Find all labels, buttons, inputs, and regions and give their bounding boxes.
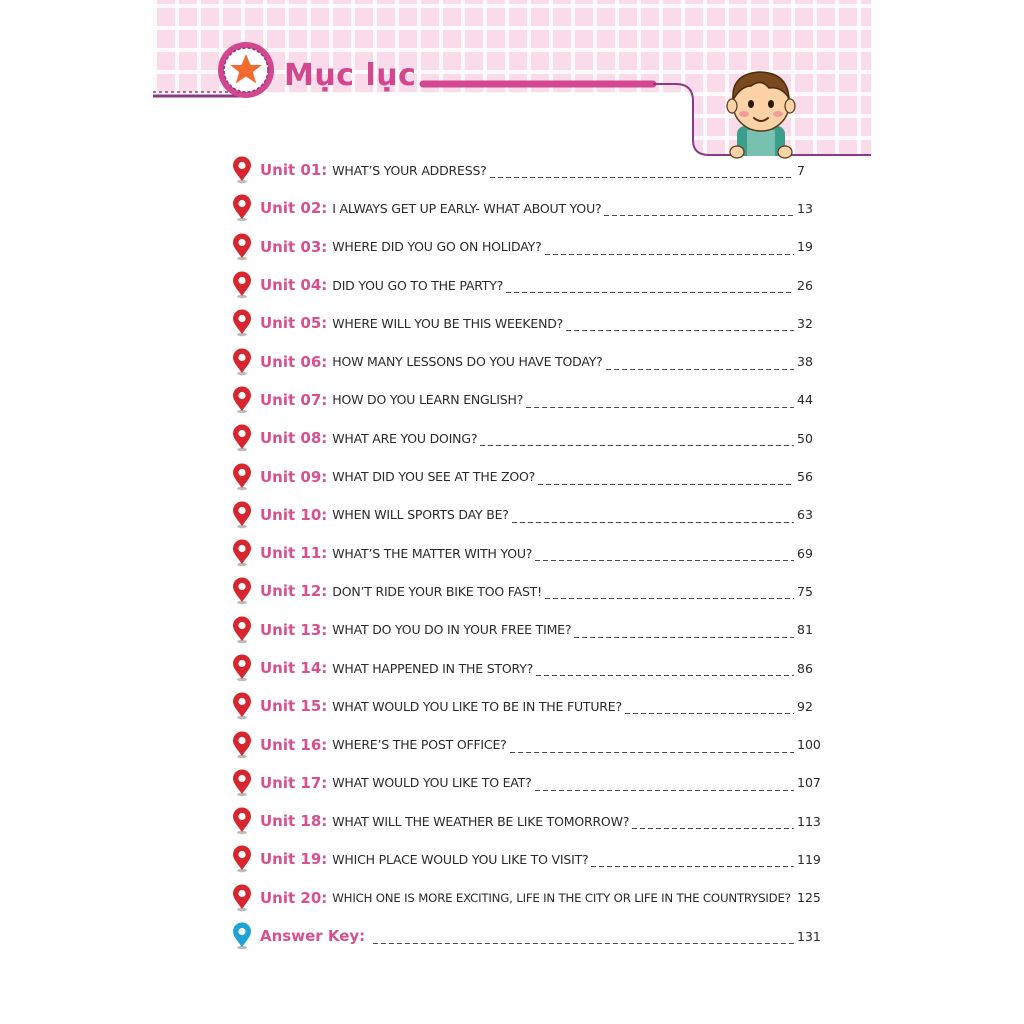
toc-page-number: 75 — [797, 583, 813, 599]
toc-unit-title: WHERE’S THE POST OFFICE? — [332, 737, 507, 753]
toc-leader-line — [506, 283, 794, 293]
toc-row — [231, 611, 821, 649]
toc-page-number: 86 — [797, 660, 813, 676]
toc-unit-title: WHAT ARE YOU DOING? — [332, 430, 478, 446]
table-of-contents — [231, 151, 821, 955]
toc-leader-line — [591, 857, 794, 867]
toc-leader-line — [574, 628, 794, 638]
toc-page-number: 131 — [797, 928, 821, 944]
toc-leader-line — [535, 551, 794, 561]
toc-row — [231, 649, 821, 687]
toc-row — [231, 151, 821, 189]
toc-unit-title: I ALWAYS GET UP EARLY- WHAT ABOUT YOU? — [332, 200, 602, 216]
toc-leader-line — [538, 475, 794, 485]
map-pin-icon — [231, 233, 253, 261]
toc-leader-line — [490, 168, 794, 178]
toc-row — [231, 496, 821, 534]
toc-row — [231, 917, 821, 955]
toc-page-number: 63 — [797, 507, 813, 523]
toc-unit-title: WHAT DID YOU SEE AT THE ZOO? — [332, 469, 536, 485]
toc-leader-line — [526, 398, 794, 408]
toc-row — [231, 879, 821, 917]
toc-unit-label: Unit 02: — [260, 199, 328, 218]
toc-unit-title: WHAT’S THE MATTER WITH YOU? — [332, 545, 533, 561]
toc-unit-label: Unit 11: — [260, 544, 328, 563]
map-pin-icon — [231, 769, 253, 797]
toc-row — [231, 764, 821, 802]
map-pin-icon — [231, 845, 253, 873]
toc-unit-label: Unit 01: — [260, 161, 328, 180]
toc-leader-line — [535, 781, 794, 791]
toc-leader-line — [510, 743, 794, 753]
toc-page-number: 26 — [797, 277, 813, 293]
toc-page-number: 81 — [797, 622, 813, 638]
toc-leader-line — [632, 819, 794, 829]
map-pin-icon — [231, 156, 253, 184]
toc-row — [231, 419, 821, 457]
toc-unit-label: Unit 12: — [260, 582, 328, 601]
map-pin-icon — [231, 194, 253, 222]
toc-page-number: 92 — [797, 698, 813, 714]
toc-unit-title: DON’T RIDE YOUR BIKE TOO FAST! — [332, 583, 542, 599]
toc-unit-label: Unit 04: — [260, 276, 328, 295]
map-pin-icon — [231, 424, 253, 452]
toc-page-number: 38 — [797, 354, 813, 370]
toc-page-number: 56 — [797, 469, 813, 485]
toc-unit-title: HOW MANY LESSONS DO YOU HAVE TODAY? — [332, 354, 603, 370]
toc-unit-title: WHAT HAPPENED IN THE STORY? — [332, 660, 534, 676]
toc-page-number: 113 — [797, 813, 821, 829]
toc-page-number: 125 — [797, 890, 821, 906]
toc-unit-title: WHICH ONE IS MORE EXCITING, LIFE IN THE CITY OR LIFE IN THE COUNTRYSIDE? — [332, 890, 791, 905]
toc-unit-title: WHAT WOULD YOU LIKE TO EAT? — [332, 775, 532, 791]
toc-leader-line — [545, 589, 794, 599]
toc-unit-label: Unit 19: — [260, 850, 328, 869]
toc-unit-label: Unit 17: — [260, 773, 328, 792]
toc-page-number: 119 — [797, 851, 821, 867]
toc-row — [231, 342, 821, 380]
toc-unit-title: WHAT’S YOUR ADDRESS? — [332, 162, 487, 178]
toc-leader-line — [373, 934, 794, 944]
map-pin-icon — [231, 309, 253, 337]
toc-unit-title: WHAT DO YOU DO IN YOUR FREE TIME? — [332, 622, 572, 638]
map-pin-icon — [231, 348, 253, 376]
map-pin-icon — [231, 386, 253, 414]
toc-unit-label: Unit 10: — [260, 505, 328, 524]
toc-row — [231, 304, 821, 342]
toc-unit-label: Unit 14: — [260, 659, 328, 677]
map-pin-icon — [231, 807, 253, 835]
toc-unit-title: WHEN WILL SPORTS DAY BE? — [332, 507, 509, 523]
toc-row — [231, 572, 821, 610]
page-title: Mục lục — [284, 58, 417, 93]
map-pin-icon — [231, 616, 253, 644]
toc-unit-label: Unit 18: — [260, 812, 328, 831]
toc-page-number: 7 — [797, 162, 805, 178]
map-pin-icon — [231, 539, 253, 567]
toc-row — [231, 840, 821, 878]
toc-leader-line — [625, 704, 794, 714]
boy-mascot-icon — [721, 64, 801, 164]
toc-page-number: 19 — [797, 239, 813, 255]
toc-unit-label: Unit 05: — [260, 314, 328, 333]
toc-leader-line — [536, 666, 794, 676]
toc-row — [231, 725, 821, 763]
map-pin-icon — [231, 501, 253, 529]
map-pin-icon — [231, 654, 253, 682]
toc-unit-label: Unit 15: — [260, 697, 328, 716]
toc-page — [153, 0, 871, 1024]
toc-unit-label: Unit 03: — [260, 237, 328, 256]
toc-leader-line — [480, 436, 794, 446]
toc-unit-label: Unit 20: — [260, 888, 328, 907]
toc-leader-line — [604, 206, 794, 216]
toc-unit-title: DID YOU GO TO THE PARTY? — [332, 277, 504, 293]
map-pin-icon — [231, 577, 253, 605]
toc-page-number: 69 — [797, 545, 813, 561]
toc-unit-title: WHAT WILL THE WEATHER BE LIKE TOMORROW? — [332, 813, 630, 829]
toc-page-number: 32 — [797, 315, 813, 331]
star-icon — [216, 40, 276, 100]
toc-row — [231, 266, 821, 304]
toc-unit-label: Unit 06: — [260, 352, 328, 371]
toc-row — [231, 802, 821, 840]
toc-page-number: 13 — [797, 200, 813, 216]
map-pin-icon — [231, 271, 253, 299]
toc-row — [231, 381, 821, 419]
toc-row — [231, 189, 821, 227]
map-pin-icon — [231, 463, 253, 491]
toc-unit-title: HOW DO YOU LEARN ENGLISH? — [332, 392, 524, 408]
toc-page-number: 44 — [797, 392, 813, 408]
toc-leader-line — [606, 360, 794, 370]
toc-unit-title: WHERE WILL YOU BE THIS WEEKEND? — [332, 315, 564, 331]
toc-page-number: 50 — [797, 430, 813, 446]
toc-row — [231, 687, 821, 725]
toc-row — [231, 534, 821, 572]
toc-unit-label: Unit 08: — [260, 429, 328, 448]
toc-unit-title: WHICH PLACE WOULD YOU LIKE TO VISIT? — [332, 851, 589, 867]
toc-unit-label: Unit 09: — [260, 467, 328, 486]
toc-page-number: 107 — [797, 775, 821, 791]
toc-unit-title: WHAT WOULD YOU LIKE TO BE IN THE FUTURE? — [332, 698, 622, 714]
toc-page-number: 100 — [797, 737, 821, 753]
map-pin-icon — [231, 692, 253, 720]
toc-unit-label: Unit 07: — [260, 390, 328, 409]
toc-row — [231, 457, 821, 495]
map-pin-icon — [231, 884, 253, 912]
toc-leader-line — [566, 321, 794, 331]
toc-unit-label: Unit 13: — [260, 620, 328, 639]
toc-unit-label: Answer Key: — [260, 927, 366, 946]
toc-unit-title: WHERE DID YOU GO ON HOLIDAY? — [332, 239, 542, 255]
map-pin-icon — [231, 922, 253, 950]
map-pin-icon — [231, 731, 253, 759]
toc-leader-line — [512, 513, 794, 523]
toc-row — [231, 228, 821, 266]
toc-leader-line — [545, 245, 794, 255]
toc-unit-label: Unit 16: — [260, 735, 328, 754]
